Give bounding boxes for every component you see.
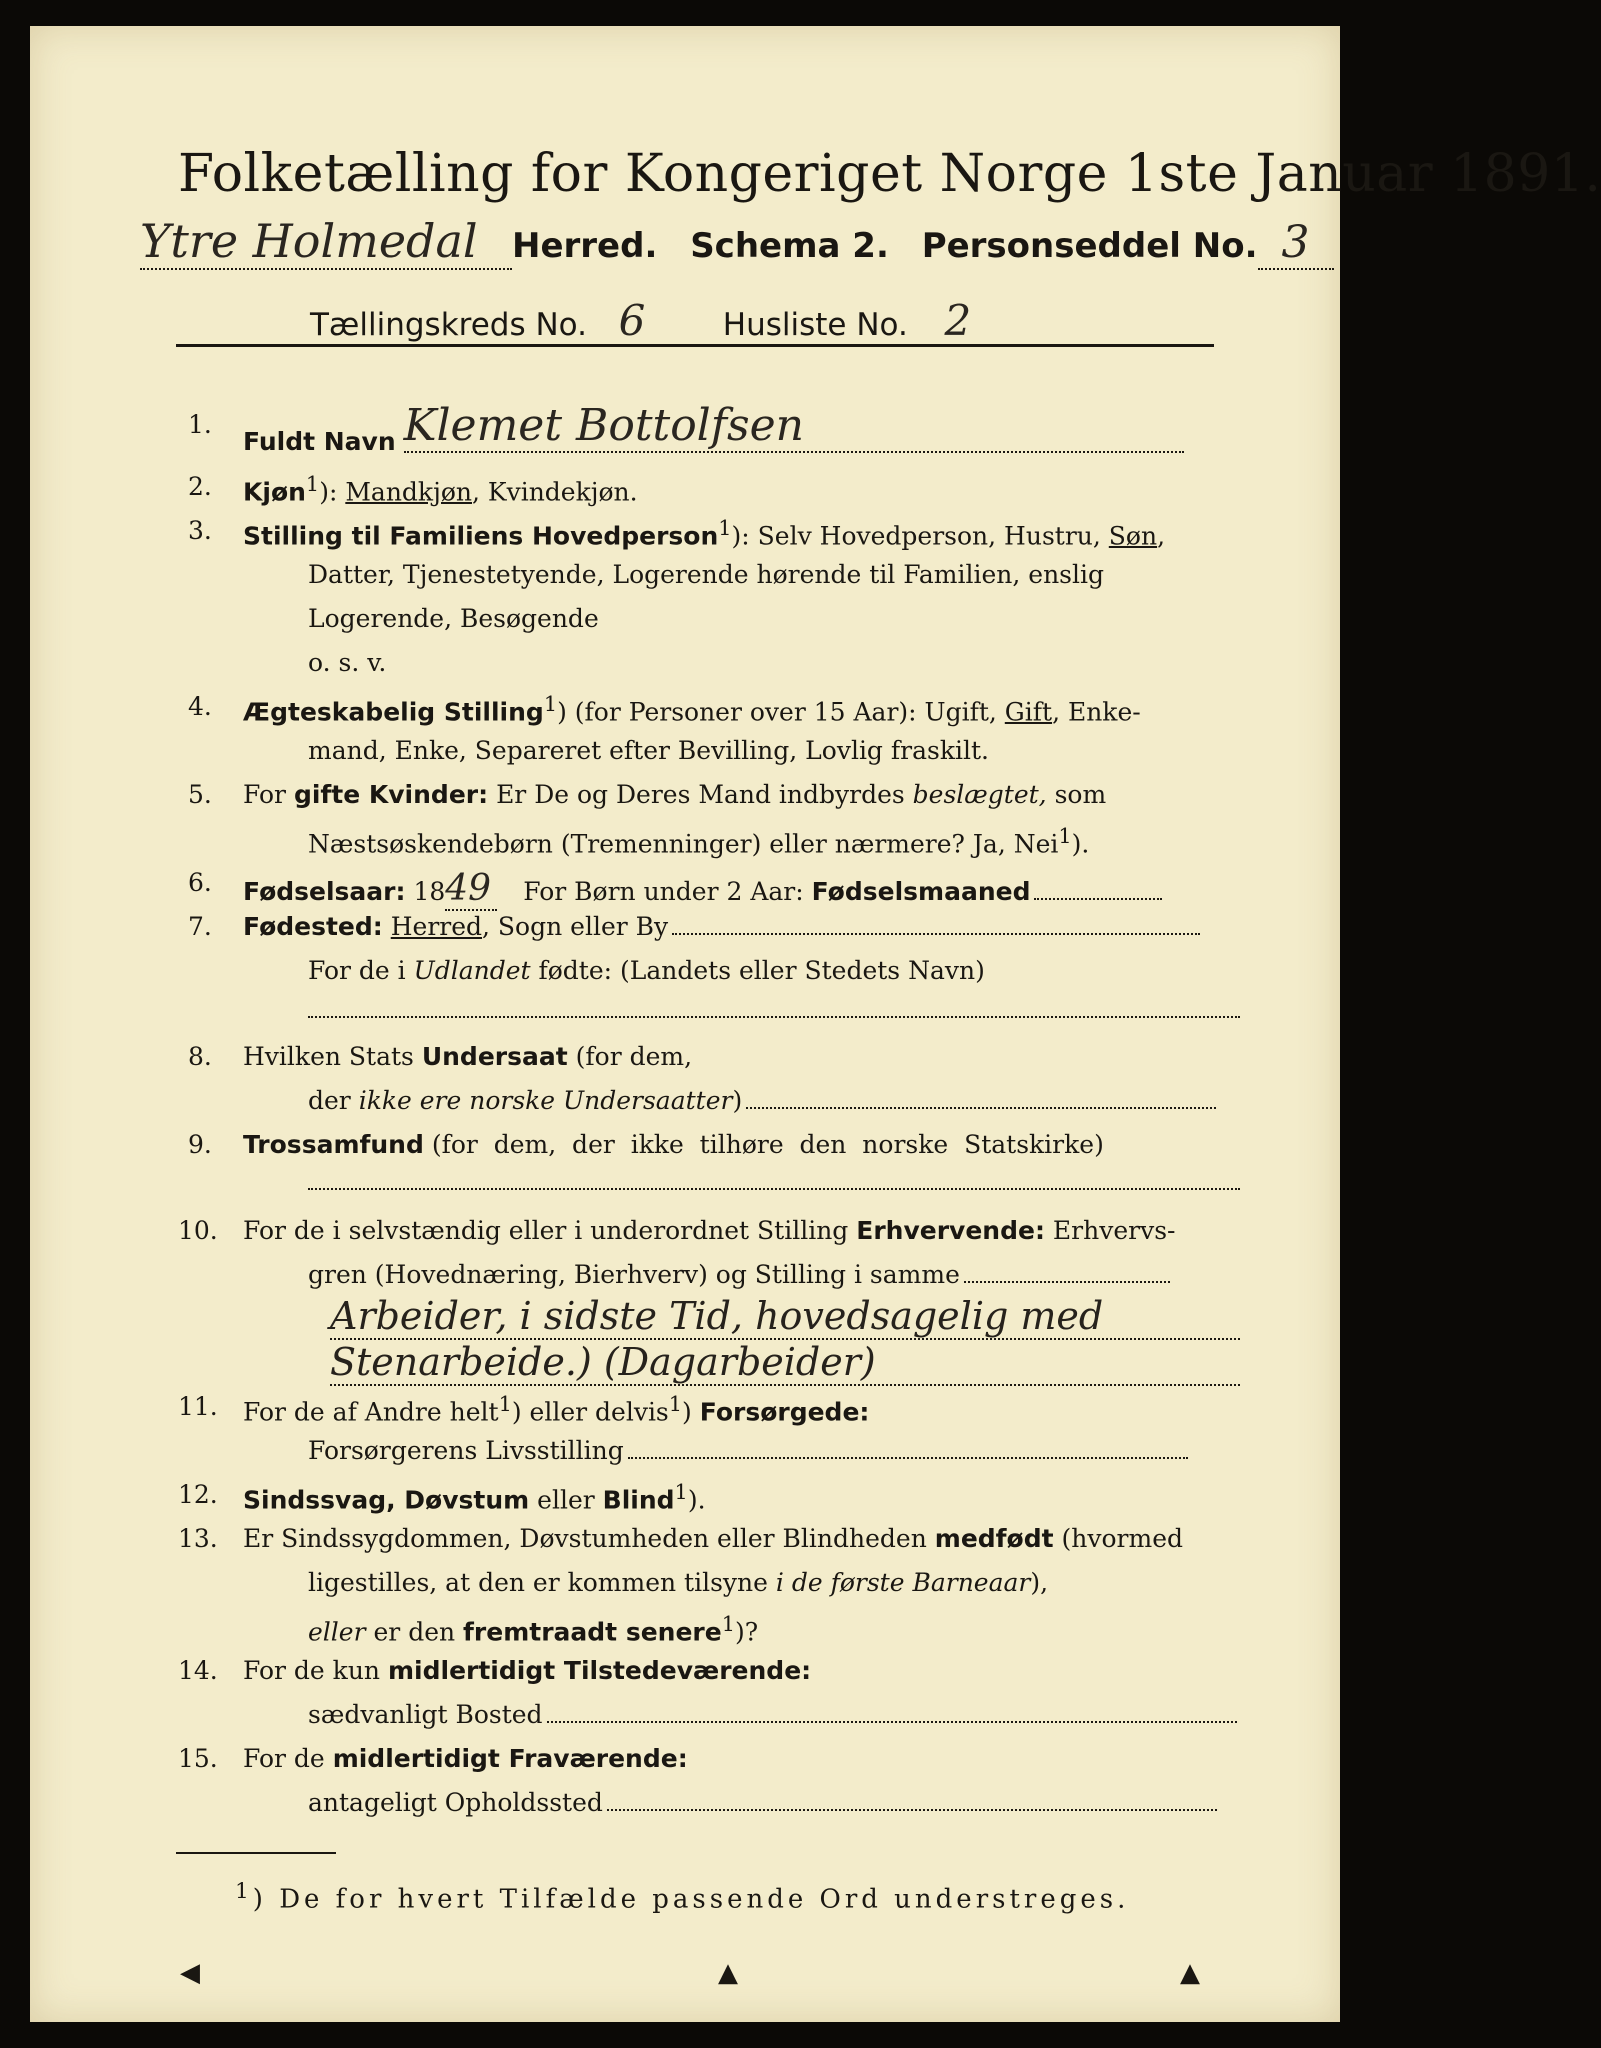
gender-footnote-mark: 1 xyxy=(305,472,320,496)
q13-childhood: i de første Barneaar xyxy=(775,1568,1031,1597)
birth-month-label: Fødselsmaaned xyxy=(811,877,1031,906)
form-title: Folketælling for Kongeriget Norge 1ste Januar 1891. xyxy=(178,144,1601,204)
congenital-label: medfødt xyxy=(934,1524,1054,1553)
occupation-handwritten-2: Stenarbeide.) (Dagarbeider) xyxy=(330,1340,1240,1386)
q8-non-norwegian: ikke ere norske Undersaatter xyxy=(358,1086,733,1115)
birth-year-label: Fødselsaar: xyxy=(243,877,406,906)
q13-text: Er Sindssygdommen, Døvstumheden eller Blindheden xyxy=(243,1524,927,1553)
q10-line-2-dotline xyxy=(964,1281,1170,1283)
gender-option-female: , Kvindekjøn. xyxy=(472,477,638,507)
q11-mid: ) eller delvis xyxy=(511,1397,669,1427)
birth-month-dotline xyxy=(1034,898,1162,900)
q8-dotline xyxy=(746,1107,1216,1109)
item-number-5: 5. xyxy=(188,780,212,809)
religion-text: (for dem, der ikke tilhøre den norske Statskirke) xyxy=(431,1130,1104,1159)
item-number-14: 14. xyxy=(178,1656,218,1685)
q15-line-2-text: antageligt Opholdssted xyxy=(308,1788,603,1817)
item-7-dotline xyxy=(308,1016,1240,1018)
q11-footnote-mark-1: 1 xyxy=(498,1392,512,1416)
q13-line-2-end: ), xyxy=(1030,1568,1049,1597)
header-line-2 xyxy=(140,214,1334,270)
q11-dotline xyxy=(628,1457,1188,1459)
footnote xyxy=(235,1879,1129,1915)
q7-abroad: Udlandet xyxy=(413,956,531,985)
item-4 xyxy=(243,692,1141,726)
item-number-1: 1. xyxy=(188,410,212,439)
item-12 xyxy=(243,1480,706,1514)
married-women-label: gifte Kvinder: xyxy=(293,780,489,809)
birthplace-herred: Herred xyxy=(390,912,483,941)
item-number-13: 13. xyxy=(178,1524,218,1553)
item-number-2: 2. xyxy=(188,472,212,501)
item-13-line-3 xyxy=(308,1612,758,1646)
q13-or: eller xyxy=(308,1617,366,1647)
item-3-line-4: o. s. v. xyxy=(308,648,387,677)
item-4-line-2: mand, Enke, Separeret efter Bevilling, Lovlig fraskilt. xyxy=(308,736,989,765)
item-14 xyxy=(243,1656,811,1685)
occupation-handwritten-1: Arbeider, i sidste Tid, hovedsagelig med xyxy=(330,1294,1240,1340)
birthplace-label: Fødested: xyxy=(243,912,383,941)
item-2 xyxy=(243,472,638,506)
item-number-3: 3. xyxy=(188,516,212,545)
q12-footnote-mark: 1 xyxy=(674,1480,688,1504)
q5-prefix: For xyxy=(243,780,286,809)
occupation-label: Erhvervende: xyxy=(856,1216,1045,1245)
item-number-15: 15. xyxy=(178,1744,218,1773)
item-number-9: 9. xyxy=(188,1130,212,1159)
q5-end: som xyxy=(1054,780,1107,809)
item-1 xyxy=(243,400,1184,463)
q8-pre: Hvilken Stats xyxy=(243,1042,414,1071)
item-number-6: 6. xyxy=(188,868,212,897)
item-15-line-2 xyxy=(308,1788,1217,1817)
marital-status-footnote-mark: 1 xyxy=(543,692,558,716)
birth-year-prefix: 18 xyxy=(413,877,446,906)
q5-related: beslægtet, xyxy=(912,780,1047,809)
q8-line-2-pre: der xyxy=(308,1086,351,1115)
header-divider xyxy=(176,344,1214,347)
herred-label: Herred. xyxy=(512,226,658,266)
disability-label: Sindssvag, Døvstum xyxy=(243,1485,530,1515)
item-10 xyxy=(243,1216,1175,1245)
kreds-label: Tællingskreds No. xyxy=(310,307,587,343)
item-14-line-2 xyxy=(308,1700,1237,1729)
husliste-number: 2 xyxy=(908,296,1008,347)
header-line-3 xyxy=(310,296,1008,347)
printer-mark-center-icon: ▲ xyxy=(718,1958,738,1988)
footnote-text: ) De for hvert Tilfælde passende Ord understreges. xyxy=(252,1884,1130,1915)
marital-status-married: Gift xyxy=(1004,697,1053,727)
personseddel-label: Personseddel No. xyxy=(921,226,1258,266)
q5-footnote-mark: 1 xyxy=(1058,824,1072,848)
q8-line-2-end: ) xyxy=(732,1086,743,1115)
gender-label: Kjøn xyxy=(243,477,306,507)
kreds-number: 6 xyxy=(587,296,677,347)
q13-end: (hvormed xyxy=(1061,1524,1184,1553)
q12-mid: eller xyxy=(537,1485,595,1515)
item-3-line-3: Logerende, Besøgende xyxy=(308,604,599,633)
q14-line-2-text: sædvanligt Bosted xyxy=(308,1700,543,1729)
q14-pre: For de kun xyxy=(243,1656,381,1685)
item-11-line-2 xyxy=(308,1436,1188,1465)
family-position-options: ): Selv Hovedperson, Hustru, xyxy=(731,521,1101,551)
q12-close: ). xyxy=(687,1485,706,1515)
item-number-4: 4. xyxy=(188,692,212,721)
item-13-line-2 xyxy=(308,1568,1048,1597)
printer-mark-right-icon: ▲ xyxy=(1180,1958,1200,1988)
q10-text: For de i selvstændig eller i underordnet Stilling xyxy=(243,1216,849,1245)
birthplace-options: , Sogn eller By xyxy=(482,912,669,941)
q11-line-2-text: Forsørgerens Livsstilling xyxy=(308,1436,624,1465)
footnote-rule xyxy=(176,1852,336,1854)
item-number-11: 11. xyxy=(178,1392,218,1421)
family-position-label: Stilling til Familiens Hovedperson xyxy=(243,521,719,551)
item-number-12: 12. xyxy=(178,1480,218,1509)
item-5 xyxy=(243,780,1106,809)
birthplace-dotline xyxy=(672,933,1200,935)
personseddel-number: 3 xyxy=(1258,217,1334,270)
blind-label: Blind xyxy=(602,1485,675,1515)
family-position-son: Søn xyxy=(1108,521,1158,551)
item-7-line-2 xyxy=(308,956,985,985)
q11-footnote-mark-2: 1 xyxy=(668,1392,683,1416)
family-position-comma: , xyxy=(1157,521,1166,551)
marital-status-label: Ægteskabelig Stilling xyxy=(243,697,544,727)
q15-pre: For de xyxy=(243,1744,325,1773)
q13-close: )? xyxy=(734,1617,759,1647)
item-11 xyxy=(243,1392,869,1426)
q13-line-2-pre: ligestilles, at den er kommen tilsyne xyxy=(308,1568,768,1597)
q13-footnote-mark: 1 xyxy=(721,1612,735,1636)
q7-line-2-rest: fødte: (Landets eller Stedets Navn) xyxy=(538,956,985,985)
q10-end: Erhvervs- xyxy=(1052,1216,1176,1245)
q11-text: For de af Andre helt xyxy=(243,1397,499,1427)
full-name-value: Klemet Bottolfsen xyxy=(404,400,1184,453)
supported-label: Forsørgede: xyxy=(699,1397,870,1427)
q5-text: Er De og Deres Mand indbyrdes xyxy=(496,780,905,809)
q11-close: ) xyxy=(682,1397,692,1427)
q7-line-2-pre: For de i xyxy=(308,956,406,985)
q5-line-2-text: Næstsøskendebørn (Tremenninger) eller nærmere? Ja, Nei xyxy=(308,829,1059,859)
gender-colon: ): xyxy=(319,477,338,507)
q5-close: ). xyxy=(1071,829,1090,859)
q6-children-text: For Børn under 2 Aar: xyxy=(523,877,804,906)
family-position-footnote-mark: 1 xyxy=(718,516,732,540)
marital-status-options: ) (for Personer over 15 Aar): Ugift, xyxy=(557,697,997,727)
item-3 xyxy=(243,516,1165,550)
item-number-7: 7. xyxy=(188,912,212,941)
husliste-label: Husliste No. xyxy=(722,307,908,343)
gender-option-male: Mandkjøn xyxy=(345,477,472,507)
subject-label: Undersaat xyxy=(421,1042,568,1071)
temporary-present-label: midlertidigt Tilstedeværende: xyxy=(387,1656,812,1685)
q10-line-2-text: gren (Hovednæring, Bierhverv) og Stilling i samme xyxy=(308,1260,960,1289)
later-onset-label: fremtraadt senere xyxy=(463,1617,722,1647)
q13-line-3-mid: er den xyxy=(373,1617,456,1647)
religion-label: Trossamfund xyxy=(243,1130,424,1159)
q14-dotline xyxy=(547,1721,1237,1723)
item-number-8: 8. xyxy=(188,1042,212,1071)
birth-year-value: 49 xyxy=(445,868,497,911)
item-number-10: 10. xyxy=(178,1216,218,1245)
item-9-dotline xyxy=(308,1188,1240,1190)
item-6 xyxy=(243,868,1162,911)
schema-label: Schema 2. xyxy=(690,226,889,266)
footnote-mark: 1 xyxy=(235,1879,253,1904)
item-5-line-2 xyxy=(308,824,1089,858)
temporary-absent-label: midlertidigt Fraværende: xyxy=(332,1744,688,1773)
item-8 xyxy=(243,1042,692,1071)
item-13 xyxy=(243,1524,1183,1553)
item-8-line-2 xyxy=(308,1086,1216,1115)
marital-status-rest: , Enke- xyxy=(1052,697,1141,727)
item-10-line-2 xyxy=(308,1260,1170,1289)
item-7 xyxy=(243,912,1200,941)
item-15 xyxy=(243,1744,688,1773)
full-name-label: Fuldt Navn xyxy=(243,427,396,456)
census-form-paper xyxy=(30,26,1601,2022)
herred-handwritten: Ytre Holmedal xyxy=(140,214,512,270)
q8-rest: (for dem, xyxy=(575,1042,693,1071)
item-9 xyxy=(243,1130,1104,1159)
printer-mark-left-icon: ◀ xyxy=(180,1958,200,1988)
item-3-line-2: Datter, Tjenestetyende, Logerende hørende til Familien, enslig xyxy=(308,560,1105,589)
q15-dotline xyxy=(607,1809,1217,1811)
